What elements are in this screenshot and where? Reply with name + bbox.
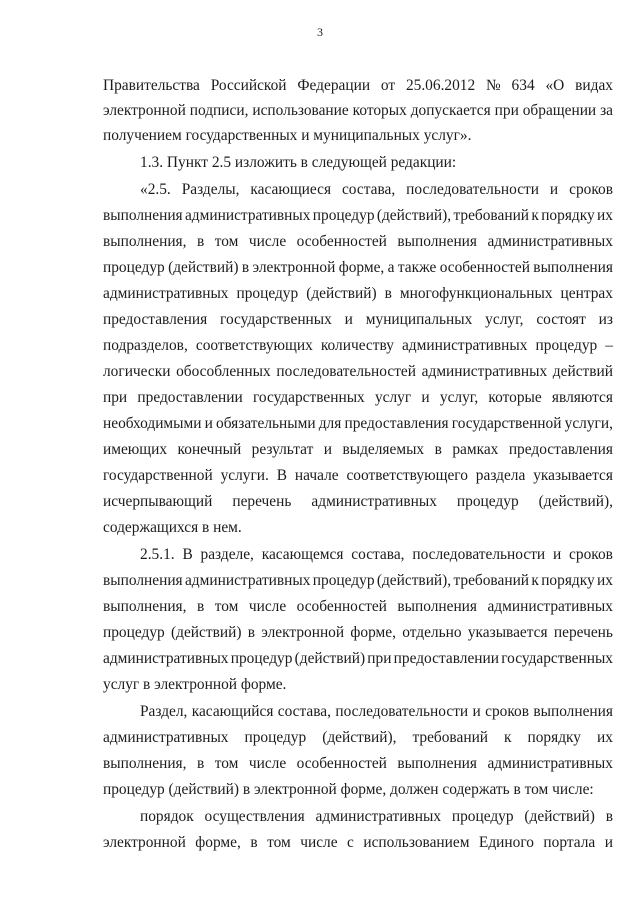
word: числе <box>248 598 287 615</box>
word: В <box>276 467 288 484</box>
word: (действий), <box>322 729 397 746</box>
word: перечень <box>232 493 292 510</box>
word: административных <box>487 755 613 772</box>
word: выполнения <box>397 598 477 615</box>
word: соответствующих <box>195 337 313 354</box>
word: в <box>605 808 613 825</box>
text-line <box>103 440 613 460</box>
word: имеющих <box>103 441 168 458</box>
word: административных <box>401 337 528 354</box>
word: административных <box>103 285 229 302</box>
word: использованием <box>363 834 470 851</box>
word: электронной <box>252 259 336 276</box>
word: административных <box>315 808 442 825</box>
word: и <box>472 703 481 720</box>
word: административных <box>487 233 613 250</box>
word: особенностей <box>296 598 387 615</box>
word: Правительства <box>103 77 200 94</box>
word: (действий), <box>376 572 452 589</box>
word: выполнения, <box>103 233 187 250</box>
word: касающийся <box>191 703 274 720</box>
word: электронной <box>103 834 186 851</box>
word: – <box>605 337 613 354</box>
word: обособленных <box>176 363 271 380</box>
word: осуществления <box>204 808 305 825</box>
word: государственных <box>501 650 613 667</box>
word: конечный <box>177 441 242 458</box>
word: рамках <box>452 441 499 458</box>
word: процедур <box>236 285 299 302</box>
word: в <box>241 259 250 276</box>
word: особенностей <box>296 233 387 250</box>
text-line <box>140 545 613 565</box>
word: Единого <box>478 834 534 851</box>
word: раздела <box>475 467 526 484</box>
word: процедур <box>244 729 307 746</box>
word: выполнения <box>397 755 477 772</box>
word: выполнения <box>103 207 183 224</box>
word: процедур <box>312 572 375 589</box>
text-line: получением государственных и муниципальных услуг». <box>103 127 472 144</box>
text-line <box>103 466 613 486</box>
word: выполнения <box>533 259 613 276</box>
word: предоставления <box>508 441 613 458</box>
word: и <box>344 311 353 328</box>
word: форме, <box>195 834 241 851</box>
word: использование <box>252 102 349 119</box>
word: государственных <box>252 389 365 406</box>
word: предоставления <box>344 415 449 432</box>
word: числе <box>248 755 287 772</box>
word: предоставлении <box>393 650 499 667</box>
word: процедур <box>535 337 598 354</box>
text-line <box>103 206 613 226</box>
word: в <box>384 285 392 302</box>
word: административных <box>103 650 229 667</box>
word: (действий), <box>376 207 452 224</box>
word: Федерации <box>297 77 371 94</box>
text-line <box>103 754 613 774</box>
word: за <box>600 102 613 119</box>
word: особенностей <box>296 755 387 772</box>
word: процедур <box>456 493 519 510</box>
word: предоставления <box>103 311 208 328</box>
text-line <box>103 571 613 591</box>
word: обращении <box>522 102 597 119</box>
word: и <box>552 546 562 563</box>
word: выделяемых <box>342 441 425 458</box>
word: процедур <box>451 808 514 825</box>
word: к <box>504 729 512 746</box>
word: электронной <box>261 624 345 641</box>
word: исчерпывающий <box>103 493 213 510</box>
word: числе <box>248 233 287 250</box>
word: том <box>214 598 239 615</box>
text-line <box>103 492 613 512</box>
word: подразделов, <box>103 337 188 354</box>
word: порядку <box>541 207 595 224</box>
word: последовательностей <box>276 363 417 380</box>
text-line <box>103 362 613 382</box>
text-line <box>103 388 613 408</box>
word: особенностей <box>439 259 530 276</box>
word: услуг <box>374 389 412 406</box>
word: и <box>204 415 213 432</box>
text-line <box>140 702 613 722</box>
word: касающемся <box>261 546 344 563</box>
word: процедур <box>103 259 165 276</box>
word: результат <box>251 441 314 458</box>
word: в <box>196 598 205 615</box>
word: их <box>597 572 613 589</box>
text-line <box>103 232 613 252</box>
word: сроков <box>569 181 613 198</box>
word: числе <box>300 834 338 851</box>
word: (действий) <box>524 808 595 825</box>
word: (действий), <box>538 493 613 510</box>
word: форме, <box>350 624 396 641</box>
word: состава, <box>277 703 331 720</box>
word: процедур <box>103 624 165 641</box>
word: муниципальных <box>365 311 473 328</box>
text-line: содержащихся в нем. <box>103 519 242 536</box>
word: в <box>196 233 205 250</box>
text-line: 1.3. Пункт 2.5 изложить в следующей редакции: <box>140 154 457 171</box>
word: при <box>103 389 128 406</box>
page-number: 3 <box>317 25 323 39</box>
text-line <box>140 180 613 200</box>
word: и <box>323 441 333 458</box>
word: административных <box>311 493 437 510</box>
word: которых <box>352 102 407 119</box>
word: в <box>196 755 205 772</box>
word: выполнения <box>533 703 613 720</box>
word: состава, <box>351 546 405 563</box>
word: от <box>380 77 396 94</box>
text-line: процедур (действий) в электронной форме, должен содержать в том числе: <box>103 781 594 798</box>
word: порядку <box>541 572 595 589</box>
word: перечень <box>553 624 613 641</box>
word: и <box>549 181 559 198</box>
word: начале <box>294 467 339 484</box>
word: услуги, <box>564 415 613 432</box>
word: порядок <box>140 808 194 825</box>
word: (действий) <box>294 650 366 667</box>
word: и <box>421 389 430 406</box>
word: 634 <box>511 77 535 94</box>
word: центрах <box>560 285 613 302</box>
word: государственной <box>451 415 562 432</box>
word: логически <box>103 363 171 380</box>
text-line <box>103 833 613 853</box>
text-line <box>103 284 613 304</box>
word: сроков <box>569 546 613 563</box>
word: требований <box>412 729 489 746</box>
word: административных <box>421 363 548 380</box>
word: для <box>318 415 342 432</box>
text-line <box>140 807 613 827</box>
word: выполнения, <box>103 598 187 615</box>
word: их <box>596 729 613 746</box>
word: (действий) <box>168 259 239 276</box>
word: многофункциональных <box>399 285 553 302</box>
text-line <box>103 258 613 278</box>
word: состава, <box>341 181 396 198</box>
word: с <box>347 834 354 851</box>
word: при <box>367 650 392 667</box>
word: В <box>182 546 193 563</box>
word: указывается <box>467 624 548 641</box>
word: № <box>486 77 501 94</box>
word: допускается <box>410 102 491 119</box>
word: электронной <box>103 102 186 119</box>
text-line <box>103 649 613 669</box>
word: действий <box>552 363 613 380</box>
word: Разделы, <box>181 181 240 198</box>
word: последовательности <box>335 703 469 720</box>
word: последовательности <box>406 181 539 198</box>
word: 2.5.1. <box>140 546 175 563</box>
word: 25.06.2012 <box>405 77 476 94</box>
word: касающиеся <box>250 181 332 198</box>
text-line <box>103 101 613 121</box>
text-line <box>103 597 613 617</box>
word: портала <box>543 834 596 851</box>
word: соответствующего <box>346 467 468 484</box>
word: их <box>597 207 613 224</box>
text-line: услуг в электронной форме. <box>103 676 287 693</box>
word: также <box>397 259 437 276</box>
word: том <box>214 233 239 250</box>
word: услуги. <box>220 467 269 484</box>
text-line <box>103 623 613 643</box>
word: к <box>531 572 539 589</box>
word: предоставлении <box>137 389 243 406</box>
word: указывается <box>533 467 613 484</box>
word: последовательности <box>412 546 546 563</box>
word: разделе, <box>200 546 254 563</box>
word: (действий) <box>171 624 242 641</box>
word: выполнения <box>103 572 183 589</box>
word: услуг, <box>485 311 524 328</box>
word: выполнения, <box>103 755 187 772</box>
word: административных <box>184 572 311 589</box>
word: сроков <box>485 703 529 720</box>
word: том <box>267 834 291 851</box>
word: государственной <box>103 467 213 484</box>
word: видах <box>575 77 613 94</box>
word: Российской <box>210 77 287 94</box>
word: процедур <box>312 207 375 224</box>
word: выполнения <box>397 233 477 250</box>
word: количеству <box>320 337 394 354</box>
word: административных <box>487 598 613 615</box>
word: в <box>247 624 256 641</box>
word: подписи, <box>189 102 249 119</box>
word: административных <box>103 729 229 746</box>
word: необходимыми <box>103 415 202 432</box>
word: в <box>434 441 442 458</box>
text-line <box>103 728 613 748</box>
word: из <box>598 311 613 328</box>
word: а <box>387 259 395 276</box>
word: административных <box>184 207 311 224</box>
word: отдельно <box>402 624 462 641</box>
word: порядку <box>527 729 581 746</box>
word: процедур <box>230 650 293 667</box>
word: к <box>531 207 539 224</box>
word: Раздел, <box>140 703 188 720</box>
word: государственных <box>220 311 332 328</box>
word: которые <box>488 389 542 406</box>
word: том <box>214 755 239 772</box>
word: «2.5. <box>140 181 171 198</box>
word: (действий) <box>306 285 377 302</box>
word: требований <box>453 572 530 589</box>
word: требований <box>453 207 530 224</box>
word: в <box>250 834 258 851</box>
word: «О <box>545 77 565 94</box>
word: форме, <box>338 259 385 276</box>
word: обязательными <box>216 415 316 432</box>
text-line <box>103 336 613 356</box>
text-line <box>103 76 613 96</box>
word: состоят <box>536 311 586 328</box>
word: и <box>604 834 613 851</box>
word: при <box>494 102 519 119</box>
text-line <box>103 414 613 434</box>
word: услуг, <box>439 389 479 406</box>
text-line <box>103 310 613 330</box>
word: являются <box>551 389 613 406</box>
